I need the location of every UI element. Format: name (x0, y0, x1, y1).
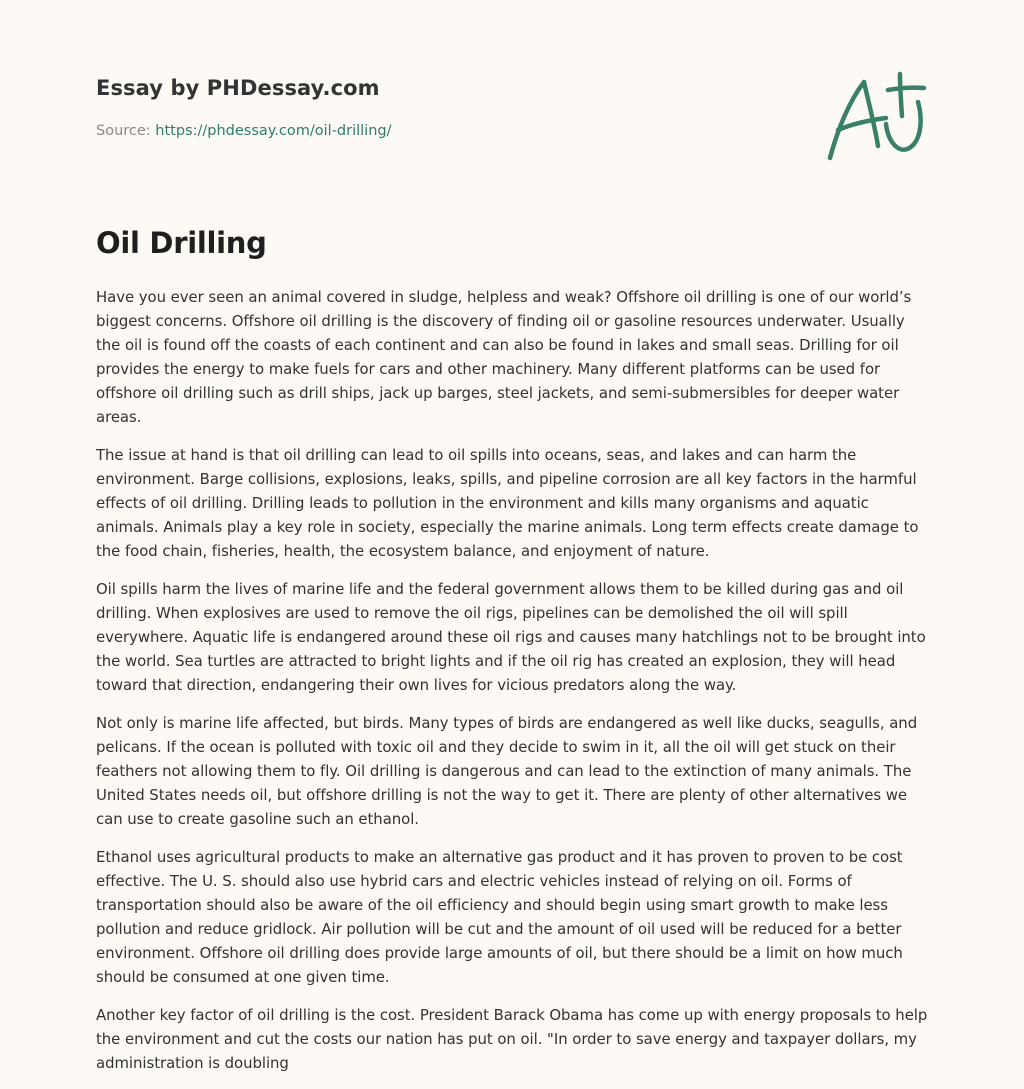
essay-paragraph: Oil spills harm the lives of marine life and the federal government allows them to be killed during gas and oil drilling. When explosives are used to remove the oil rigs, pipelines can be demolished the oil will spill everywhere. Aquatic life is endangered around these oil rigs and causes many hatchlings not to be brought into the world. Sea turtles are attracted to bright lights and if the oil rig has created an explosion, they will head toward that direction, endangering their own lives for vicious predators along the way. (96, 580, 926, 694)
essay-paragraph: Have you ever seen an animal covered in sludge, helpless and weak? Offshore oil drilling is one of our world’s biggest concerns. Offshore oil drilling is the discovery of finding oil or gasoline resources underwater. Usually the oil is found off the coasts of each continent and can also be found in lakes and small seas. Drilling for oil provides the energy to make fuels for cars and other machinery. Many different platforms can be used for offshore oil drilling such as drill ships, jack up barges, steel jackets, and semi-submersibles for deeper water areas. (96, 288, 912, 426)
essay-title: Oil Drilling (96, 226, 267, 260)
essay-body (96, 285, 930, 1089)
essay-paragraph: Another key factor of oil drilling is the cost. President Barack Obama has come up with energy proposals to help the environment and cut the costs our nation has put on oil. "In order to save energy and taxpayer dollars, my administration is doubling (96, 1006, 928, 1072)
source-line (96, 123, 391, 139)
a-plus-grade-icon (824, 66, 930, 166)
brand-heading: Essay by PHDessay.com (96, 76, 380, 100)
source-link[interactable]: https://phdessay.com/oil-drilling/ (155, 123, 392, 139)
source-label: Source: (96, 123, 151, 139)
essay-paragraph: Ethanol uses agricultural products to make an alternative gas product and it has proven to proven to be cost effective. The U. S. should also use hybrid cars and electric vehicles instead of relying on oil. Forms of transportation should also be aware of the oil efficiency and should begin using smart growth to make less pollution and reduce gridlock. Air pollution will be cut and the amount of oil used will be reduced for a better environment. Offshore oil drilling does provide large amounts of oil, but there should be a limit on how much should be consumed at one given time. (96, 848, 903, 986)
essay-paragraph: The issue at hand is that oil drilling can lead to oil spills into oceans, seas, and lakes and can harm the environment. Barge collisions, explosions, leaks, spills, and pipeline corrosion are all key factors in the harmful effects of oil drilling. Drilling leads to pollution in the environment and kills many organisms and aquatic animals. Animals play a key role in society, especially the marine animals. Long term effects create damage to the food chain, fisheries, health, the ecosystem balance, and enjoyment of nature. (96, 446, 919, 560)
essay-paragraph: Not only is marine life affected, but birds. Many types of birds are endangered as well like ducks, seagulls, and pelicans. If the ocean is polluted with toxic oil and they decide to swim in it, all the oil will get stuck on their feathers not allowing them to fly. Oil drilling is dangerous and can lead to the extinction of many animals. The United States needs oil, but offshore drilling is not the way to get it. There are plenty of other alternatives we can use to create gasoline such an ethanol. (96, 714, 918, 828)
